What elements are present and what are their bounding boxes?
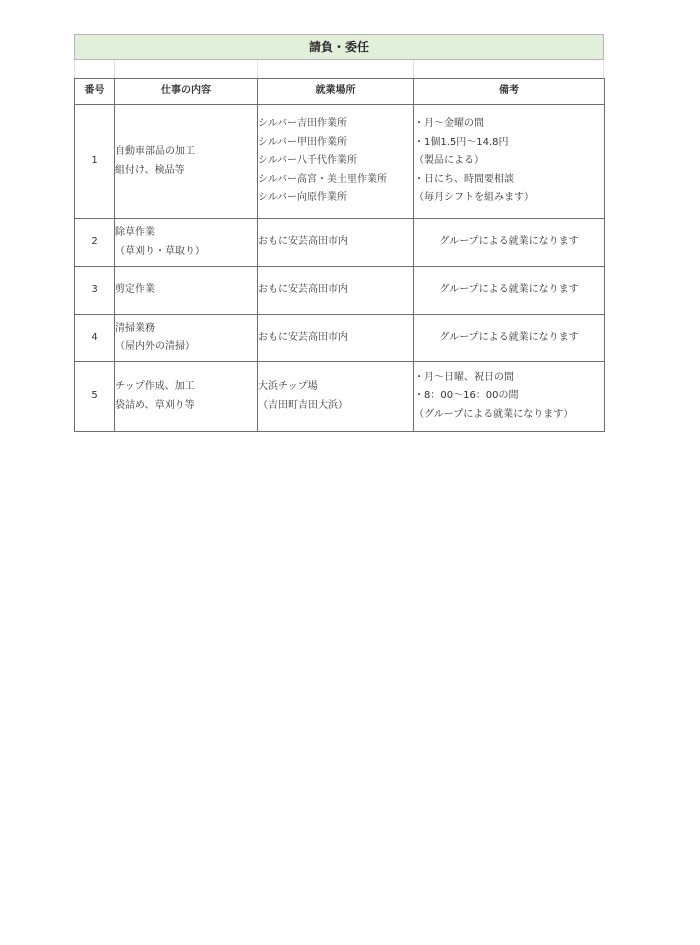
header-place: 就業場所 bbox=[258, 79, 414, 105]
spacer-cell bbox=[413, 60, 604, 78]
spacer-cell bbox=[257, 60, 413, 78]
note-line: ・8：00～16：00の間 bbox=[414, 390, 519, 402]
place-cell bbox=[258, 315, 414, 362]
place-cell bbox=[258, 267, 414, 315]
note-line: ・月～金曜の間 bbox=[414, 118, 484, 130]
sheet-title: 請負・委任 bbox=[74, 34, 604, 60]
note-line: （毎月シフトを組みます） bbox=[414, 192, 534, 204]
place-line: （吉田町吉田大浜） bbox=[258, 399, 348, 411]
work-line: 清掃業務 bbox=[115, 322, 155, 334]
place-line: シルバー甲田作業所 bbox=[258, 136, 348, 148]
jobs-sheet bbox=[74, 34, 604, 432]
spacer-cell bbox=[114, 60, 257, 78]
work-cell bbox=[115, 315, 258, 362]
row-number: 4 bbox=[75, 315, 115, 362]
row-number: 5 bbox=[75, 362, 115, 432]
place-cell bbox=[258, 105, 414, 219]
work-line: 袋詰め、草刈り等 bbox=[115, 399, 195, 411]
note-line: ・日にち、時間要相談 bbox=[414, 173, 514, 185]
work-cell bbox=[115, 219, 258, 267]
work-line: 除草作業 bbox=[115, 227, 155, 238]
table-row bbox=[75, 219, 605, 267]
place-line: おもに安芸高田市内 bbox=[258, 331, 348, 343]
work-cell bbox=[115, 267, 258, 315]
note-cell bbox=[414, 267, 605, 315]
note-cell bbox=[414, 362, 605, 432]
note-cell bbox=[414, 105, 605, 219]
place-line: シルバー高宮・美土里作業所 bbox=[258, 173, 388, 185]
work-line: 組付け、検品等 bbox=[115, 164, 185, 176]
note-line: グループによる就業になります bbox=[439, 331, 579, 343]
spacer-row bbox=[74, 60, 604, 78]
place-line: シルバー八千代作業所 bbox=[258, 155, 358, 167]
place-line: シルバー吉田作業所 bbox=[258, 118, 348, 130]
table-row bbox=[75, 105, 605, 219]
spacer-cell bbox=[74, 60, 114, 78]
work-cell bbox=[115, 362, 258, 432]
note-line: グループによる就業になります bbox=[439, 284, 579, 296]
work-line: 剪定作業 bbox=[115, 284, 155, 296]
header-no: 番号 bbox=[75, 79, 115, 105]
note-line: （製品による） bbox=[414, 155, 484, 167]
row-number: 1 bbox=[75, 105, 115, 219]
table-row bbox=[75, 315, 605, 362]
place-cell bbox=[258, 219, 414, 267]
work-line: チップ作成、加工 bbox=[115, 381, 195, 392]
jobs-table bbox=[74, 78, 605, 432]
table-row bbox=[75, 362, 605, 432]
note-line: グループによる就業になります bbox=[439, 236, 579, 248]
note-line: ・月～日曜、祝日の間 bbox=[414, 371, 514, 383]
place-line: おもに安芸高田市内 bbox=[258, 284, 348, 296]
row-number: 2 bbox=[75, 219, 115, 267]
note-cell bbox=[414, 219, 605, 267]
work-line: （屋内外の清掃） bbox=[115, 341, 195, 352]
header-row bbox=[75, 79, 605, 105]
work-line: 自動車部品の加工 bbox=[115, 146, 195, 157]
place-line: 大浜チップ場 bbox=[258, 381, 318, 392]
work-line: （草刈り・草取り） bbox=[115, 245, 205, 257]
place-cell bbox=[258, 362, 414, 432]
header-note: 備考 bbox=[414, 79, 605, 105]
note-line: ・1個1.5円～14.8円 bbox=[414, 136, 509, 148]
table-row bbox=[75, 267, 605, 315]
place-line: シルバー向原作業所 bbox=[258, 192, 348, 204]
header-work: 仕事の内容 bbox=[115, 79, 258, 105]
row-number: 3 bbox=[75, 267, 115, 315]
note-line: （グループによる就業になります） bbox=[414, 408, 574, 420]
place-line: おもに安芸高田市内 bbox=[258, 236, 348, 248]
note-cell bbox=[414, 315, 605, 362]
work-cell bbox=[115, 105, 258, 219]
